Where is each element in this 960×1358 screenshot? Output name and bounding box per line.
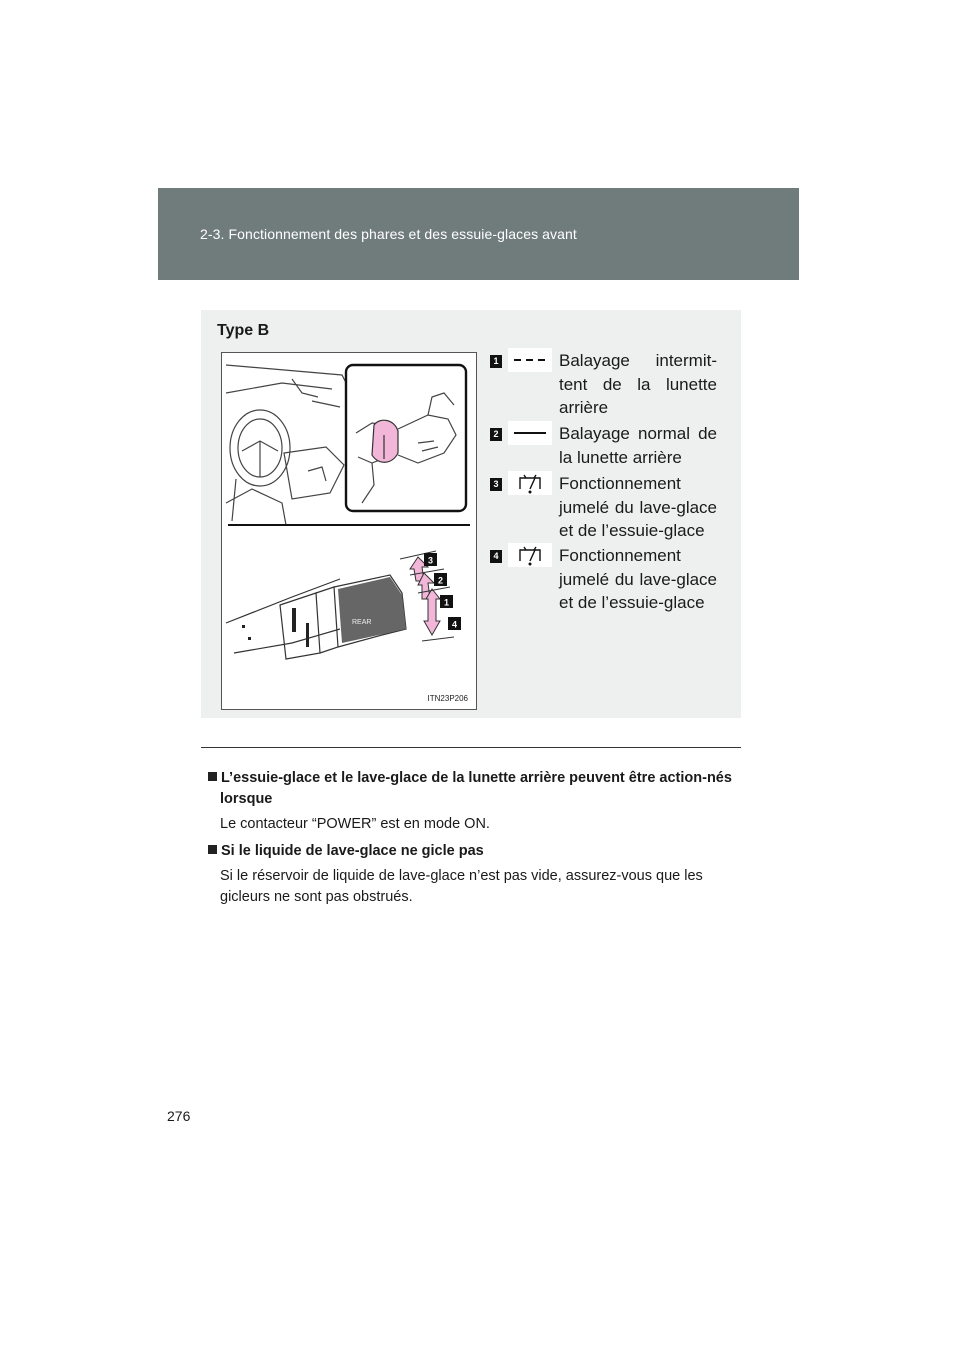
callout-2: 2 <box>437 575 444 586</box>
legend-text: Balayage intermit-tent de la lunette arrière <box>559 351 717 417</box>
page-number: 276 <box>167 1108 191 1124</box>
legend-number: 3 <box>490 478 502 491</box>
callout-4: 4 <box>451 619 458 630</box>
figure-panel <box>201 310 741 718</box>
note-heading <box>208 841 738 862</box>
legend-number: 4 <box>490 550 502 563</box>
callout-3: 3 <box>427 555 434 566</box>
cockpit-drawing <box>226 365 362 525</box>
wiper-illustration <box>221 352 477 710</box>
note-heading <box>208 768 738 810</box>
rotate-arrow-icon <box>372 420 398 462</box>
legend-text: Fonctionnement jumelé du lave-glace et de l’essuie-glace <box>559 474 717 540</box>
type-label: Type B <box>217 322 270 339</box>
callout-arrows <box>410 557 440 635</box>
legend-text: Fonctionnement jumelé du lave-glace et de l’essuie-glace <box>559 546 717 612</box>
wiper-illustration-svg <box>222 353 476 709</box>
note-body: Le contacteur “POWER” est en mode ON. <box>220 816 490 832</box>
section-title: 2-3. Fonctionnement des phares et des essuie-glaces avant <box>200 226 577 242</box>
bullet-square-icon <box>208 845 217 854</box>
bullet-square-icon <box>208 772 217 781</box>
illustration-code: ITN23P206 <box>427 694 468 703</box>
stalk-head <box>338 577 406 643</box>
zoom-frame <box>346 365 466 511</box>
section-divider <box>201 747 741 748</box>
stalk-rear-label: REAR <box>352 619 372 626</box>
washer-icon <box>508 471 552 495</box>
note-heading-text: Si le liquide de lave-glace ne gicle pas <box>221 843 484 859</box>
header-band <box>158 188 799 280</box>
solid-line-icon <box>508 421 552 445</box>
legend-number: 2 <box>490 428 502 441</box>
notes <box>208 768 738 914</box>
legend-number: 1 <box>490 355 502 368</box>
note-heading-text: L’essuie-glace et le lave-glace de la lunette arrière peuvent être action-nés lorsque <box>220 770 732 807</box>
washer-icon <box>508 543 552 567</box>
dashed-line-icon <box>508 348 552 372</box>
note-body: Si le réservoir de liquide de lave-glace n’est pas vide, assurez-vous que les gicleurs ne sont pas obstrués. <box>220 868 703 905</box>
callout-1: 1 <box>443 597 450 608</box>
legend-text: Balayage normal de la lunette arrière <box>559 424 717 467</box>
